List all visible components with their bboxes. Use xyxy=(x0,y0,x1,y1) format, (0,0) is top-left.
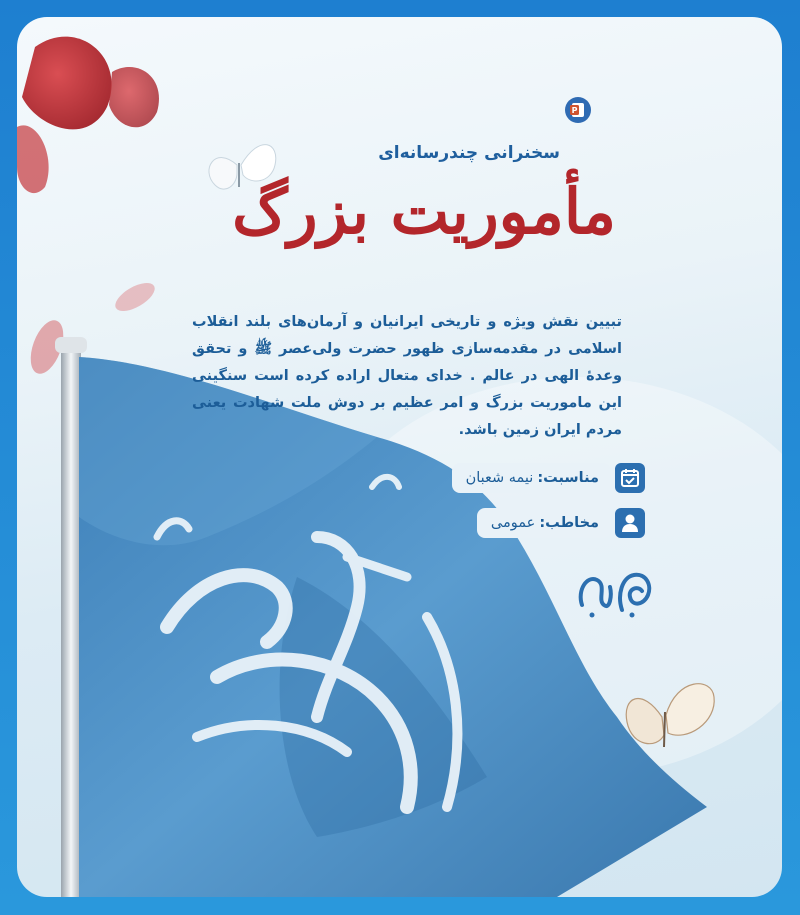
page-title: مأموریت بزرگ xyxy=(232,175,616,248)
logo-emblem xyxy=(572,565,662,620)
calendar-icon xyxy=(615,463,645,493)
audience-row xyxy=(477,507,645,539)
powerpoint-icon xyxy=(565,97,591,123)
petal xyxy=(22,37,112,130)
audience-value: عمومی xyxy=(490,515,536,531)
user-icon xyxy=(615,508,645,538)
subtitle: سخنرانی چندرسانه‌ای xyxy=(378,143,560,163)
petal xyxy=(109,67,159,127)
audience-label: مخاطب: xyxy=(539,515,599,531)
audience-pill xyxy=(477,508,611,538)
occasion-pill xyxy=(452,463,611,493)
occasion-label: مناسبت: xyxy=(537,470,599,486)
poster-card xyxy=(17,17,782,897)
occasion-row xyxy=(452,462,645,494)
occasion-value: نیمه شعبان xyxy=(465,470,534,486)
svg-text:P: P xyxy=(571,106,578,115)
petal xyxy=(17,125,49,193)
description-text: تبیین نقش ویژه و تاریخی ایرانیان و آرمان‌های بلند انقلاب اسلامی در مقدمه‌سازی ظهور حضرت ولی‌عصر ﷺ و تحقق وعدهٔ الهی در عالم . خدای متعال اراده کرده است سنگینی این ماموریت بزرگ و امر عظیم بر دوش ملت شهادت یعنی مردم ایران زمین باشد. xyxy=(192,314,622,438)
petal xyxy=(111,277,159,316)
